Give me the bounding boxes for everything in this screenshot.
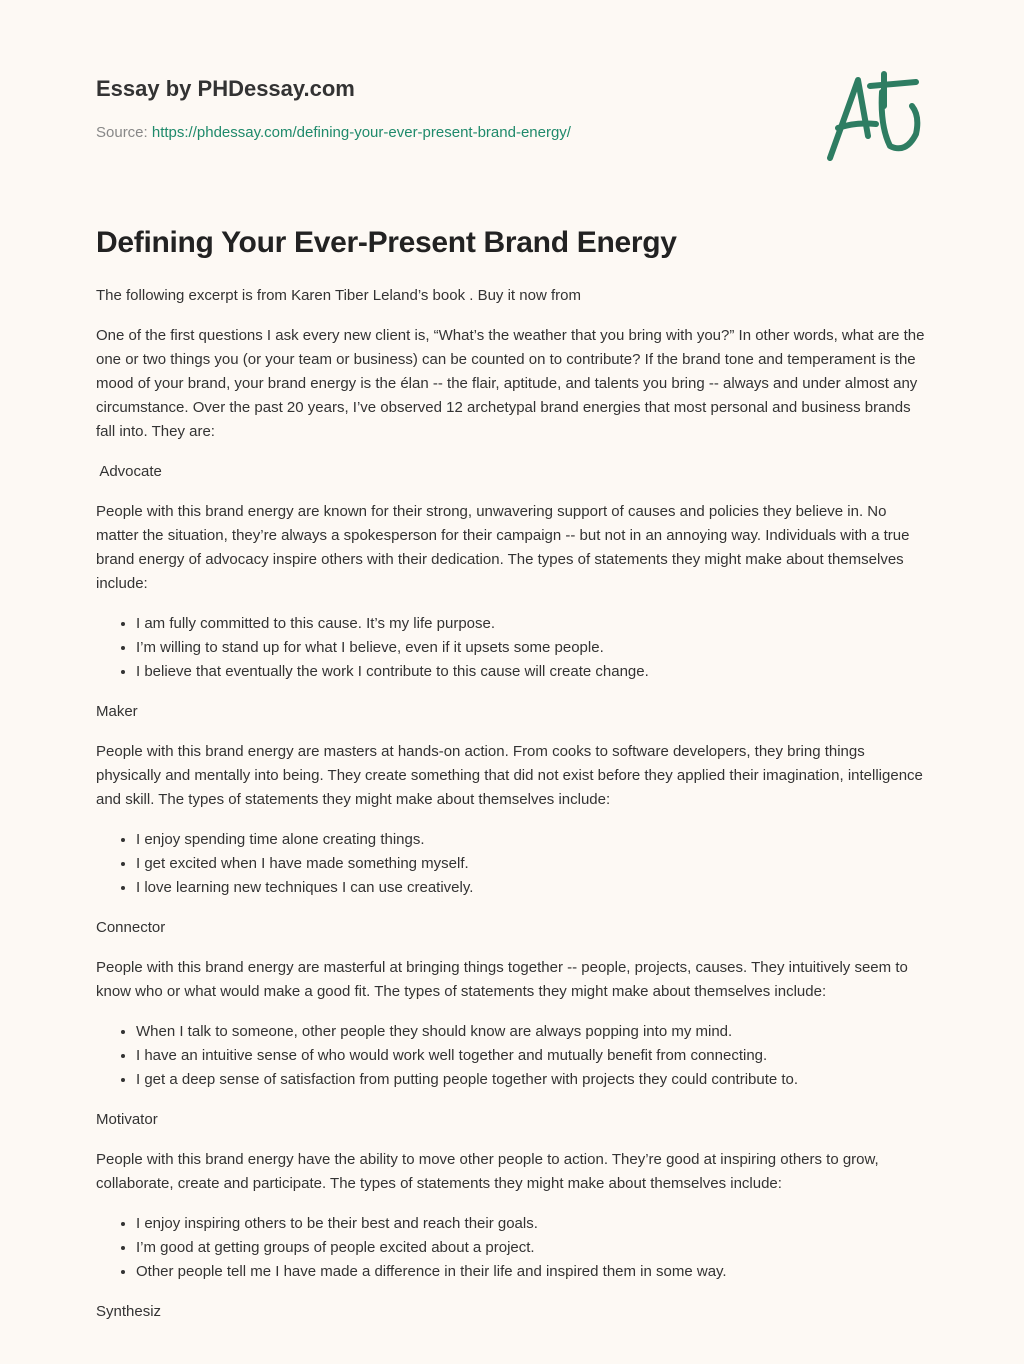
lead-paragraph: One of the first questions I ask every new client is, “What’s the weather that you bring with you?” In other words, what are the one or two things you (or your team or business) can be counted on to contribute? If the brand tone and temperament is the mood of your brand, your brand energy is the élan -- the flair, aptitude, and talents you bring -- always and under almost any circumstance. Over the past 20 years, I’ve observed 12 archetypal brand energies that most personal and business brands fall into. They are: <box>96 327 925 440</box>
section-paragraph: People with this brand energy are known for their strong, unwavering support of causes and policies they believe in. No matter the situation, they’re always a spokesperson for their campaign -- but not in an annoying way. Individuals with a true brand energy of advocacy inspire others with their dedication. The types of statements they might make about themselves include: <box>96 503 910 592</box>
source-line <box>96 124 571 141</box>
list-item: • When I talk to someone, other people they should know are always popping into my mind. <box>136 1020 932 1044</box>
statement-list <box>96 1020 932 1092</box>
list-item: • I am fully committed to this cause. It’s my life purpose. <box>136 612 932 636</box>
section-heading: Motivator <box>96 1111 158 1128</box>
list-item: • I enjoy spending time alone creating things. <box>136 828 932 852</box>
section-paragraph: People with this brand energy are masterful at bringing things together -- people, projects, causes. They intuitively seem to know who or what would make a good fit. The types of statements they might make about themselves include: <box>96 959 908 1000</box>
intro-paragraph: The following excerpt is from Karen Tiber Leland’s book . Buy it now from <box>96 287 581 304</box>
page-title: Defining Your Ever-Present Brand Energy <box>96 226 677 259</box>
statement-list <box>96 612 932 684</box>
list-item: • I get a deep sense of satisfaction from putting people together with projects they could contribute to. <box>136 1068 932 1092</box>
section-heading: Maker <box>96 703 138 720</box>
site-brand: Essay by PHDessay.com <box>96 76 355 101</box>
section-heading: Advocate <box>96 463 162 480</box>
statement-list <box>96 828 932 900</box>
list-item: • I get excited when I have made something myself. <box>136 852 932 876</box>
source-label: Source: <box>96 124 148 141</box>
list-item: • I’m good at getting groups of people excited about a project. <box>136 1236 932 1260</box>
section-heading: Synthesiz <box>96 1303 162 1320</box>
list-item: • Other people tell me I have made a difference in their life and inspired them in some way. <box>136 1260 932 1284</box>
section-paragraph: People with this brand energy have the ability to move other people to action. They’re good at inspiring others to grow, collaborate, create and participate. The types of statements they might make about themselves include: <box>96 1151 879 1192</box>
list-item: • I love learning new techniques I can use creatively. <box>136 876 932 900</box>
list-item: • I’m willing to stand up for what I believe, even if it upsets some people. <box>136 636 932 660</box>
essay-body <box>96 284 932 1340</box>
list-item: • I have an intuitive sense of who would work well together and mutually benefit from connecting. <box>136 1044 932 1068</box>
list-item: • I believe that eventually the work I contribute to this cause will create change. <box>136 660 932 684</box>
list-item: • I enjoy inspiring others to be their best and reach their goals. <box>136 1212 932 1236</box>
section-paragraph: People with this brand energy are masters at hands-on action. From cooks to software developers, they bring things physically and mentally into being. They create something that did not exist before they applied their imagination, intelligence and skill. The types of statements they might make about themselves include: <box>96 743 923 808</box>
statement-list <box>96 1212 932 1284</box>
a-plus-logo-icon <box>820 66 930 166</box>
section-heading: Connector <box>96 919 166 936</box>
source-link[interactable]: https://phdessay.com/defining-your-ever-present-brand-energy/ <box>151 124 571 141</box>
